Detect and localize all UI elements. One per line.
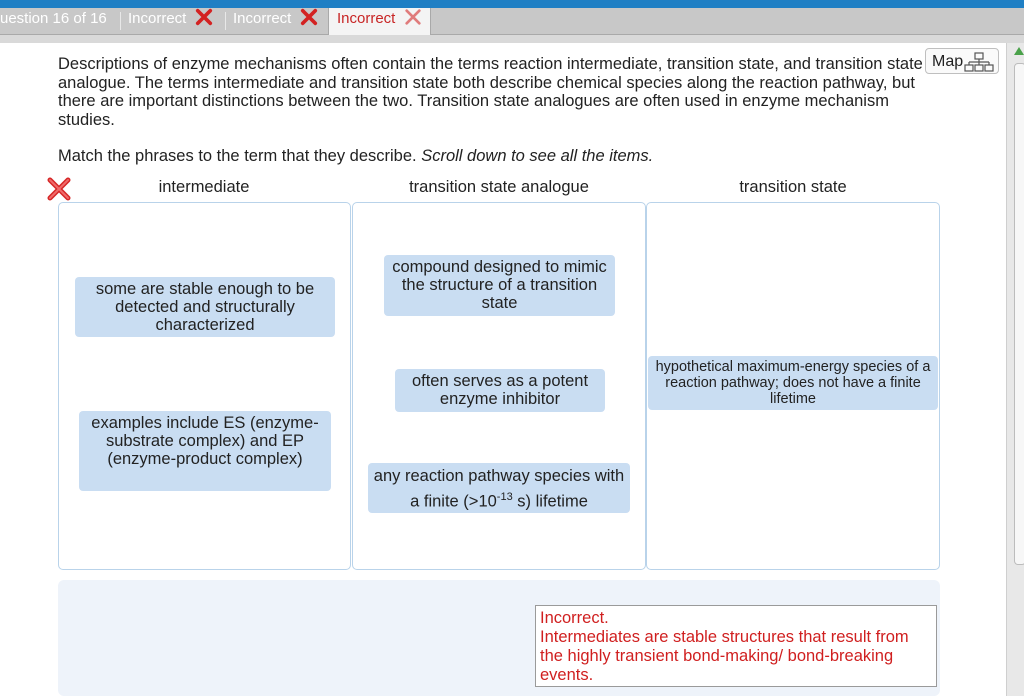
- tab-divider: [225, 12, 226, 30]
- scroll-up-icon[interactable]: [1014, 47, 1024, 55]
- instructions: [58, 147, 653, 166]
- tab-attempt-3-label: Incorrect: [337, 10, 396, 27]
- tab-divider: [120, 12, 121, 30]
- incorrect-x-icon: [404, 8, 422, 26]
- feedback-title: Incorrect.: [540, 609, 609, 627]
- draggable-chip[interactable]: some are stable enough to be detected and structurally characterized: [75, 277, 335, 337]
- feedback-box: [535, 605, 937, 687]
- question-counter: uestion 16 of 16: [0, 10, 107, 27]
- tab-attempt-3[interactable]: [328, 8, 431, 35]
- draggable-chip[interactable]: [368, 463, 630, 513]
- sitemap-icon: [964, 52, 994, 72]
- header-divider: [0, 35, 1024, 43]
- question-description: Descriptions of enzyme mechanisms often contain the terms reaction intermediate, transition state, and transition state analogue. The terms intermediate and transition state both describe chemical species along the reaction pathway, but there are important distinctions between the two. Transition state analogues are often used in enzyme mechanism studies.: [58, 55, 923, 129]
- scrollbar[interactable]: [1006, 43, 1024, 696]
- tab-attempt-1-label: Incorrect: [128, 10, 187, 27]
- tab-attempt-1[interactable]: [128, 8, 213, 34]
- incorrect-x-icon: [300, 8, 318, 26]
- column-heading-transition-state-analogue: transition state analogue: [409, 178, 589, 196]
- tab-attempt-2-label: Incorrect: [233, 10, 292, 27]
- draggable-chip[interactable]: hypothetical maximum-energy species of a reaction pathway; does not have a finite lifetime: [648, 356, 938, 410]
- top-accent-bar: [0, 0, 1024, 8]
- map-button-label: Map: [932, 53, 964, 70]
- question-tab-bar: [0, 8, 1024, 35]
- chip-text: any reaction pathway species with a finite (>10: [373, 467, 625, 511]
- drop-zone-intermediate[interactable]: [58, 202, 351, 570]
- draggable-chip[interactable]: often serves as a potent enzyme inhibitor: [395, 369, 605, 412]
- chip-text-tail: s) lifetime: [512, 492, 588, 511]
- incorrect-x-icon: [195, 8, 213, 26]
- column-heading-intermediate: intermediate: [158, 178, 250, 196]
- feedback-body: Intermediates are stable structures that result from the highly transient bond-making/ bond-breaking events.: [540, 628, 909, 684]
- chip-exponent: -13: [496, 491, 513, 503]
- scroll-hint: Scroll down to see all the items.: [421, 147, 654, 165]
- draggable-chip[interactable]: examples include ES (enzyme-substrate complex) and EP (enzyme-product complex): [79, 411, 331, 491]
- column-heading-transition-state: transition state: [739, 178, 847, 196]
- tab-attempt-2[interactable]: [233, 8, 318, 34]
- draggable-chip[interactable]: compound designed to mimic the structure of a transition state: [384, 255, 615, 316]
- scrollbar-thumb[interactable]: [1014, 63, 1024, 565]
- instructions-text: Match the phrases to the term that they describe.: [58, 147, 417, 165]
